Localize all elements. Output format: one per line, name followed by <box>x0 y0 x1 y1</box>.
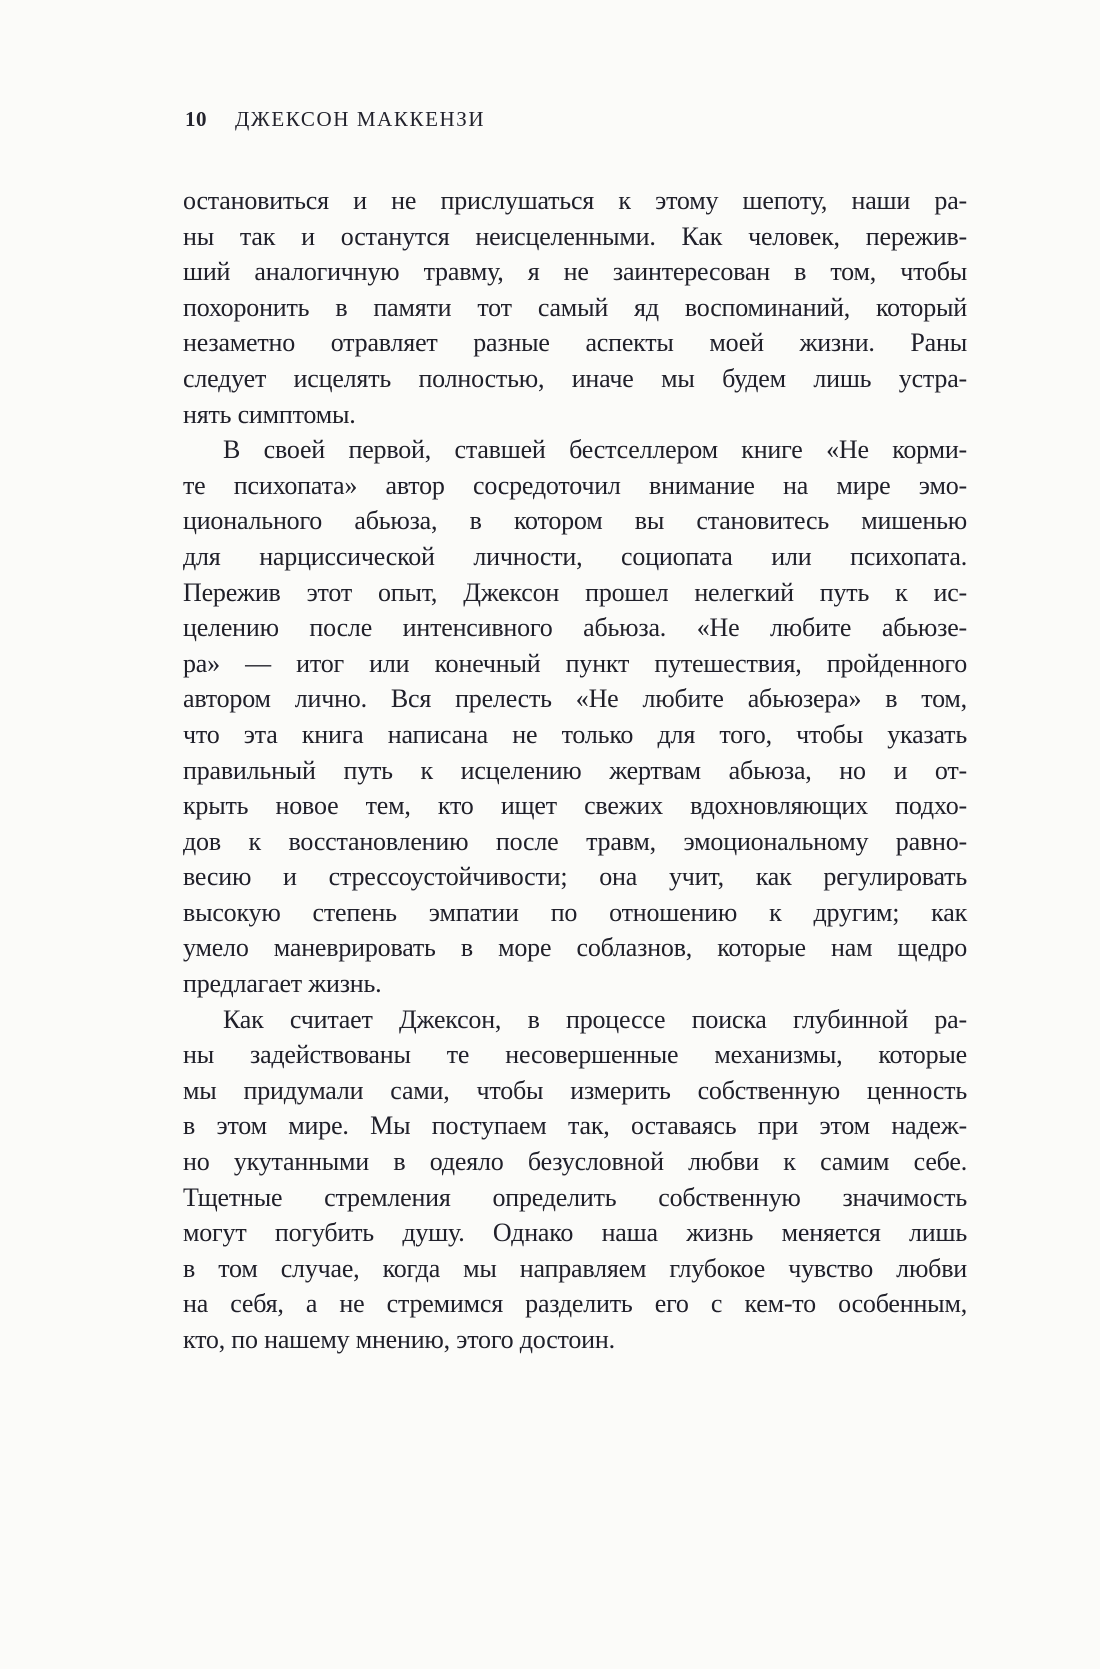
text-line: дов к восстановлению после травм, эмоциональному равно- <box>183 826 967 856</box>
text-line: умело маневрировать в море соблазнов, которые нам щедро <box>183 933 967 963</box>
text-line: целению после интенсивного абьюза. «Не любите абьюзе- <box>183 613 967 643</box>
text-line: могут погубить душу. Однако наша жизнь меняется лишь <box>183 1218 967 1248</box>
text-line: весию и стрессоустойчивости; она учит, как регулировать <box>183 862 967 892</box>
text-line: предлагает жизнь. <box>183 969 382 999</box>
text-line: на себя, а не стремимся разделить его с кем-то особенным, <box>183 1289 967 1319</box>
text-line: что эта книга написана не только для того, чтобы указать <box>183 719 967 749</box>
text-line: остановиться и не прислушаться к этому шепоту, наши ра- <box>183 186 967 215</box>
text-line: правильный путь к исцелению жертвам абьюза, но и от- <box>183 755 967 785</box>
page-number: 10 <box>185 107 207 131</box>
text-line: Пережив этот опыт, Джексон прошел нелегкий путь к ис- <box>183 577 967 607</box>
text-line: высокую степень эмпатии по отношению к другим; как <box>183 897 967 927</box>
text-line: следует исцелять полностью, иначе мы будем лишь устра- <box>183 363 967 393</box>
text-line: автором лично. Вся прелесть «Не любите абьюзера» в том, <box>183 684 967 714</box>
text-line: для нарциссической личности, социопата или психопата. <box>183 541 967 571</box>
text-line: ционального абьюза, в котором вы становитесь мишенью <box>183 506 967 536</box>
text-line: В своей первой, ставшей бестселлером книге «Не корми- <box>223 435 967 465</box>
text-line: ны так и останутся неисцеленными. Как человек, пережив- <box>183 221 967 251</box>
text-line: нять симптомы. <box>183 399 356 429</box>
text-line: мы придумали сами, чтобы измерить собственную ценность <box>183 1075 967 1105</box>
text-line: но укутанными в одеяло безусловной любви к самим себе. <box>183 1147 967 1177</box>
text-line: Тщетные стремления определить собственную значимость <box>183 1182 967 1212</box>
page-header <box>185 107 485 132</box>
text-line: незаметно отравляет разные аспекты моей жизни. Раны <box>183 328 967 358</box>
text-line: похоронить в памяти тот самый яд воспоминаний, который <box>183 292 967 322</box>
text-line: ший аналогичную травму, я не заинтересован в том, чтобы <box>183 257 967 287</box>
text-line: Как считает Джексон, в процессе поиска глубинной ра- <box>223 1004 967 1034</box>
text-line: ра» — итог или конечный пункт путешествия, пройденного <box>183 648 967 678</box>
running-title: ДЖЕКСОН МАККЕНЗИ <box>235 107 486 131</box>
text-line: те психопата» автор сосредоточил внимание на мире эмо- <box>183 470 967 500</box>
text-line: в этом мире. Мы поступаем так, оставаясь при этом надеж- <box>183 1111 967 1141</box>
text-line: крыть новое тем, кто ищет свежих вдохновляющих подхо- <box>183 791 967 821</box>
text-line: в том случае, когда мы направляем глубокое чувство любви <box>183 1253 967 1283</box>
text-line: кто, по нашему мнению, этого достоин. <box>183 1325 615 1354</box>
text-line: ны задействованы те несовершенные механизмы, которые <box>183 1040 967 1070</box>
body-text <box>183 183 967 1358</box>
